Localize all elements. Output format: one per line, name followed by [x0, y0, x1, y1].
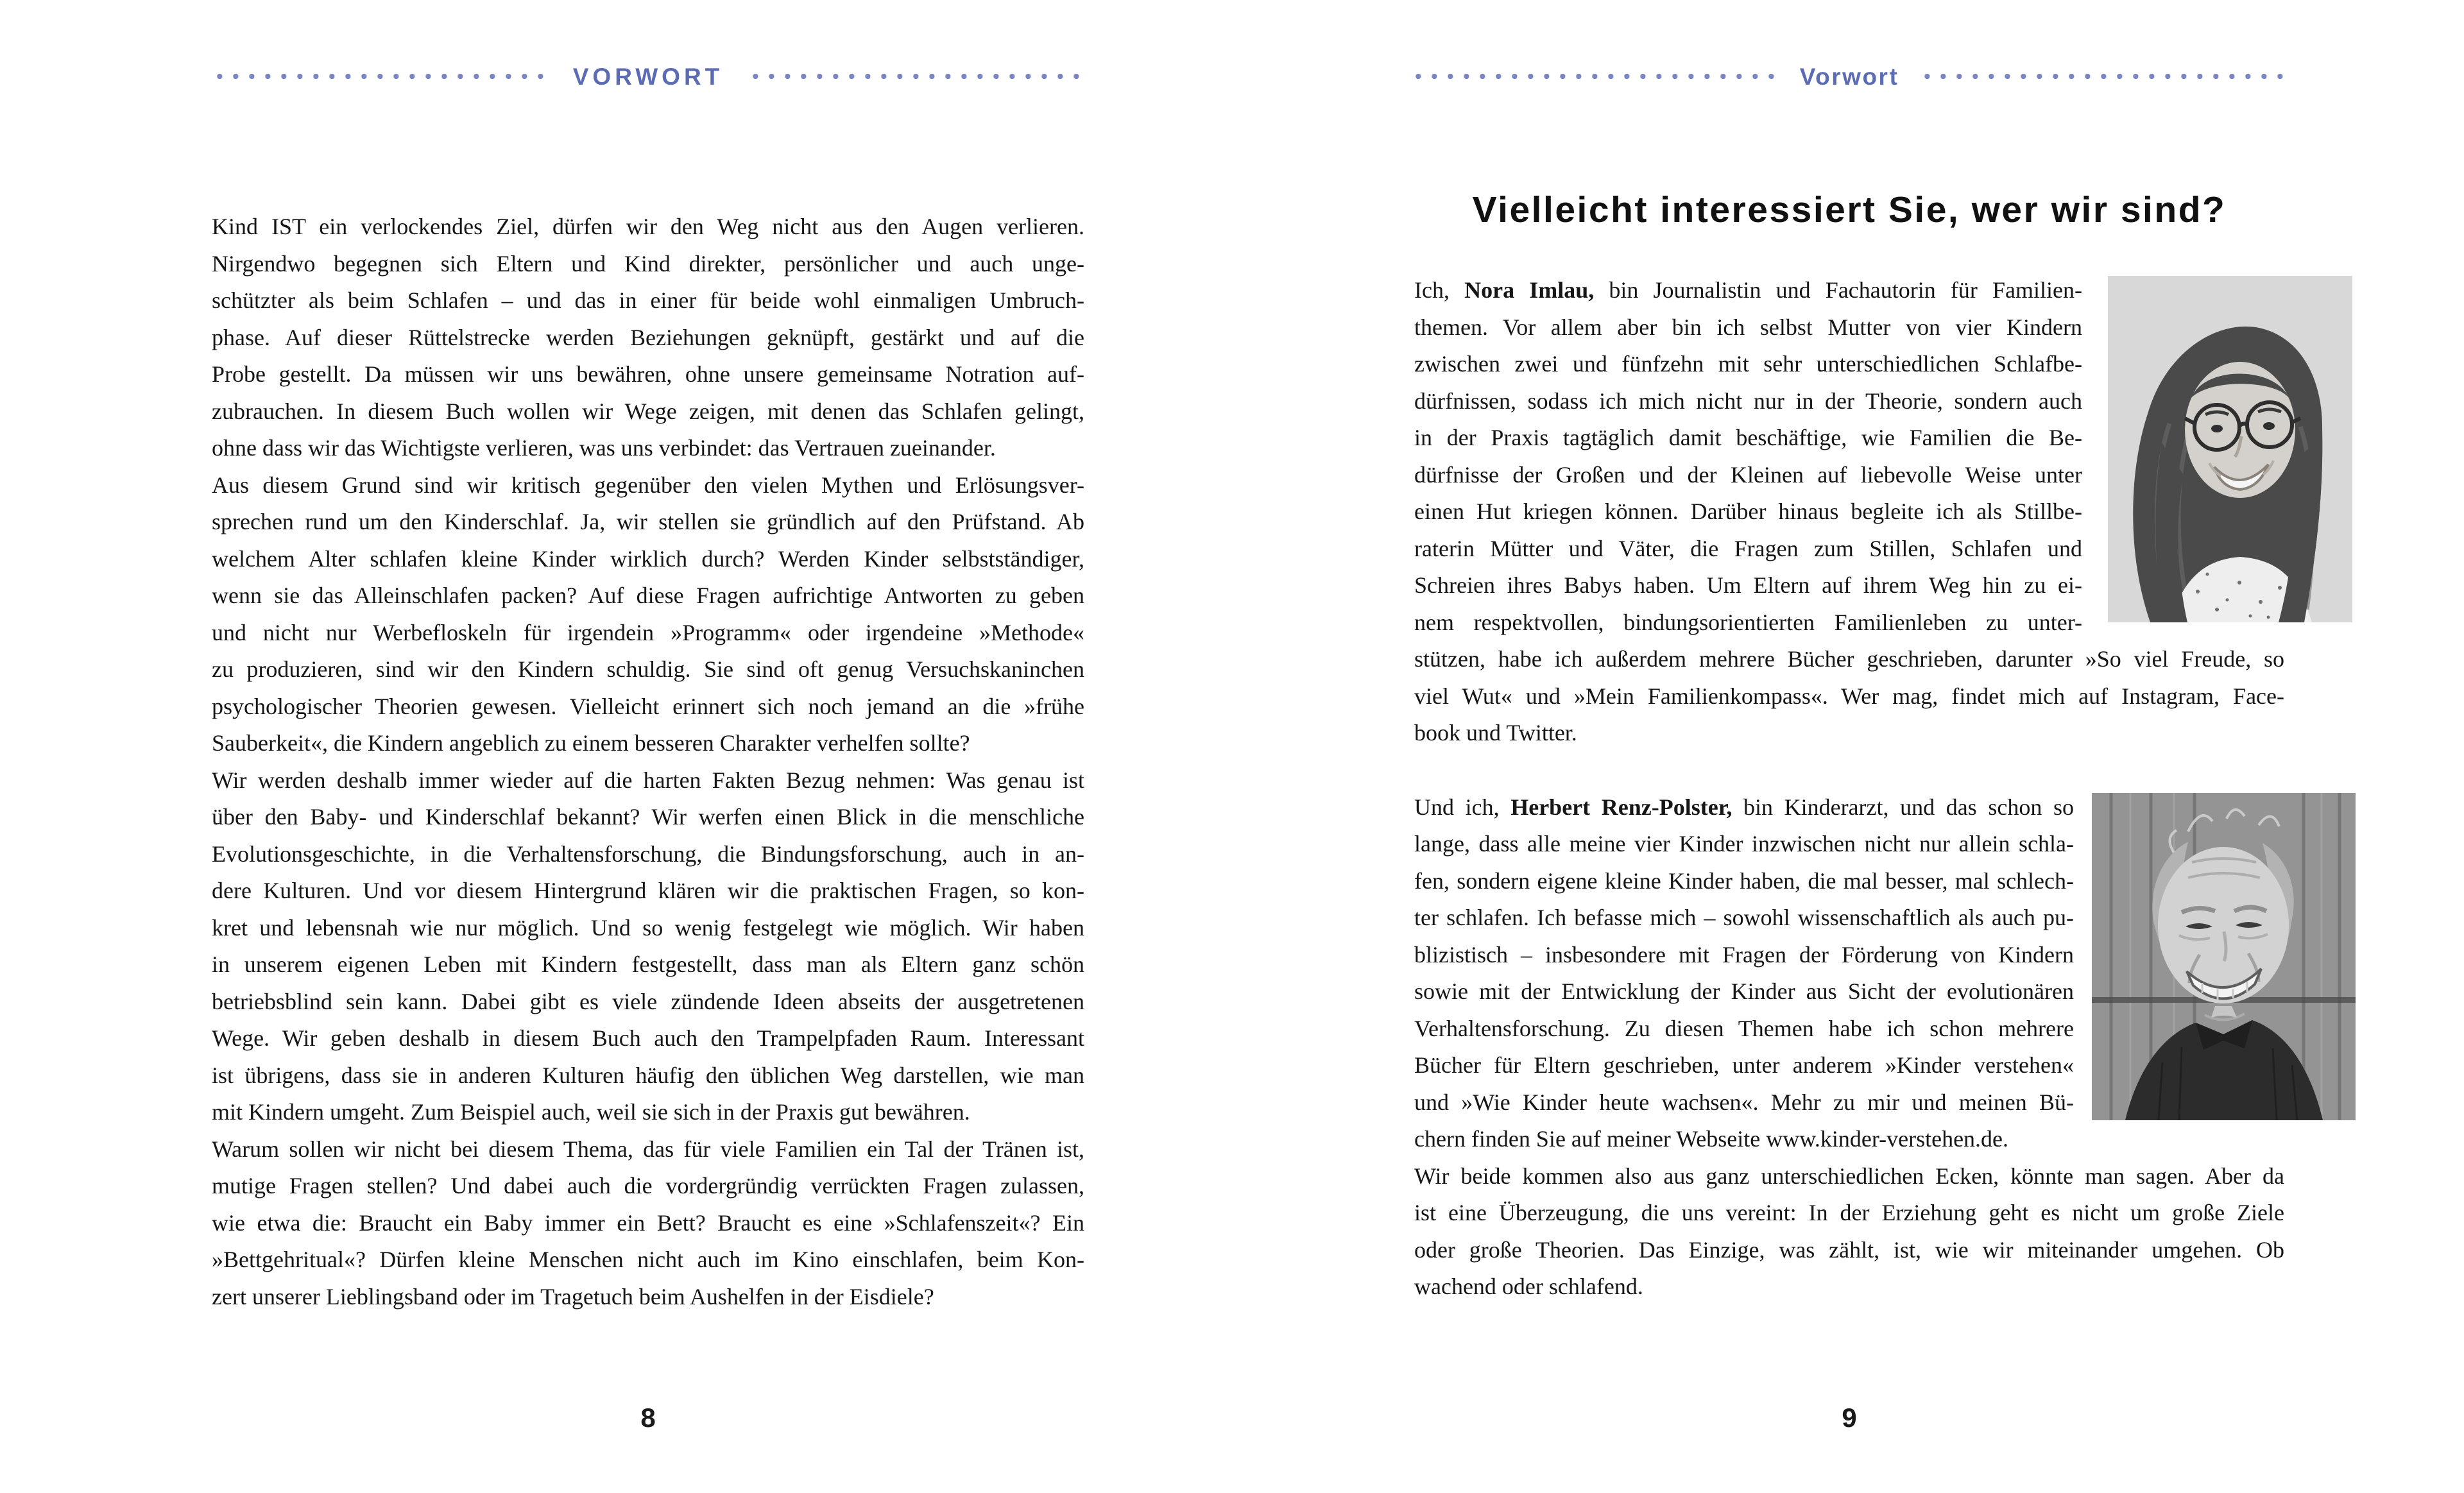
text-line: mit Kindern umgeht. Zum Beispiel auch, weil sie sich in der Praxis gut bewähren. — [212, 1099, 970, 1125]
text-line: schützter als beim Schlafen – und das in einer für beide wohl einmaligen Umbruch- — [212, 287, 1084, 313]
author-bio-nora — [1414, 272, 2284, 752]
text-line: book und Twitter. — [1414, 720, 1577, 746]
paragraph — [212, 762, 1084, 1131]
text-line: Wir werden deshalb immer wieder auf die harten Fakten Bezug nehmen: Was genau ist — [212, 767, 1084, 793]
chapter-heading: Vielleicht interessiert Sie, wer wir sind? — [1472, 189, 2227, 230]
text-line: ist übrigens, dass sie in anderen Kulturen häufig den üblichen Weg darstellen, wie man — [212, 1062, 1084, 1088]
text-line: Evolutionsgeschichte, in die Verhaltensforschung, die Bindungsforschung, auch in an- — [212, 840, 1084, 867]
body-text-left — [212, 209, 1084, 1315]
text-line: lange, dass alle meine vier Kinder inzwischen nicht nur allein schla- — [1414, 831, 2074, 857]
running-head-right — [1414, 62, 2284, 91]
running-head-left — [212, 62, 1084, 91]
dotted-rule-right — [748, 73, 1084, 80]
text-line: oder große Theorien. Das Einzige, was zählt, ist, wie wir miteinander umgehen. Ob — [1414, 1236, 2284, 1263]
page-number-right: 9 — [1842, 1403, 1857, 1433]
dotted-rule-left — [1414, 73, 1775, 80]
text-line: dere Kulturen. Und vor diesem Hintergrund klären wir die praktischen Fragen, so kon- — [212, 878, 1084, 903]
text-line: zert unserer Lieblingsband oder im Tragetuch beim Aushelfen in der Eisdiele? — [212, 1283, 934, 1310]
text-line: kret und lebensnah wie nur möglich. Und so wenig festgelegt wie möglich. Wir haben — [212, 914, 1084, 941]
text-line: und »Wie Kinder heute wachsen«. Mehr zu mir und meinen Bü- — [1414, 1089, 2074, 1115]
text-line: Wir beide kommen also aus ganz unterschiedlichen Ecken, könnte man sagen. Aber da — [1414, 1163, 2284, 1189]
text-line: Wege. Wir geben deshalb in diesem Buch auch den Trampelpfaden Raum. Interessant — [212, 1025, 1084, 1051]
paragraph — [212, 209, 1084, 467]
text-line: »Bettgehritual«? Dürfen kleine Menschen nicht auch im Kino einschlafen, beim Kon- — [212, 1247, 1084, 1272]
text-line: in der Praxis tagtäglich damit beschäftige, wie Familien die Be- — [1414, 425, 2082, 450]
text-line: Und ich, Herbert Renz-Polster, bin Kinderarzt, und das schon so — [1414, 794, 2074, 820]
text-line: in unserem eigenen Leben mit Kindern festgestellt, dass man als Eltern ganz schön — [212, 951, 1084, 977]
text-line: einen Hut kriegen können. Darüber hinaus begleite ich als Stillbe- — [1414, 499, 2082, 524]
dotted-rule-right — [1923, 73, 2284, 80]
text-line: über den Baby- und Kinderschlaf bekannt? Wir werfen einen Blick in die menschliche — [212, 804, 1084, 830]
text-line: fen, sondern eigene kleine Kinder haben, die mal besser, mal schlech- — [1414, 867, 2074, 894]
text-line: wenn sie das Alleinschlafen packen? Auf diese Fragen aufrichtige Antworten zu geben — [212, 583, 1084, 608]
text-line: ist eine Überzeugung, die uns vereint: In der Erziehung geht es nicht um große Ziele — [1414, 1200, 2284, 1225]
text-line: dürfnisse der Großen und der Kleinen auf liebevolle Weise unter — [1414, 461, 2082, 488]
text-line: zubrauchen. In diesem Buch wollen wir Wege zeigen, mit denen das Schlafen gelingt, — [212, 398, 1084, 424]
text-line: phase. Auf dieser Rüttelstrecke werden Beziehungen geknüpft, gestärkt und auf die — [212, 324, 1084, 350]
text-line: dürfnissen, sodass ich mich nicht nur in der Theorie, sondern auch — [1414, 388, 2082, 414]
running-head-label: VORWORT — [572, 63, 724, 90]
text-line: viel Wut« und »Mein Familienkompass«. Wer mag, findet mich auf Instagram, Face- — [1414, 683, 2284, 709]
text-line: wie etwa die: Braucht ein Baby immer ein Bett? Braucht es eine »Schlafenszeit«? Ein — [212, 1209, 1084, 1236]
text-line: und nicht nur Werbefloskeln für irgendein »Programm« oder irgendeine »Methode« — [212, 619, 1084, 645]
text-line: sowie mit der Entwicklung der Kinder aus Sicht der evolutionären — [1414, 978, 2074, 1004]
text-line: Probe gestellt. Da müssen wir uns bewähren, ohne unsere gemeinsame Notration auf- — [212, 361, 1084, 387]
text-line: ter schlafen. Ich befasse mich – sowohl wissenschaftlich als auch pu- — [1414, 905, 2074, 930]
text-line: blizistisch – insbesondere mit Fragen der Förderung von Kindern — [1414, 941, 2074, 968]
text-line: Kind IST ein verlockendes Ziel, dürfen wir den Weg nicht aus den Augen verlieren. — [212, 214, 1084, 239]
text-line: Schreien ihres Babys haben. Um Eltern auf ihrem Weg hin zu ei- — [1414, 572, 2082, 598]
text-line: chern finden Sie auf meiner Webseite www.kinder-verstehen.de. — [1414, 1126, 2009, 1152]
portrait-photo-nora-imlau — [2108, 276, 2352, 622]
text-line: welchem Alter schlafen kleine Kinder wirklich durch? Werden Kinder selbstständiger, — [212, 545, 1084, 572]
page-number-left: 8 — [640, 1403, 656, 1433]
dotted-rule-left — [212, 73, 549, 80]
page-right — [1232, 0, 2464, 1493]
portrait-photo-herbert-renz-polster — [2092, 793, 2356, 1120]
paragraph — [212, 1131, 1084, 1316]
body-text-right — [1414, 272, 2284, 1306]
text-line: Verhaltensforschung. Zu diesen Themen habe ich schon mehrere — [1414, 1015, 2074, 1041]
text-line: zu produzieren, sind wir den Kindern schuldig. Sie sind oft genug Versuchskaninchen — [212, 656, 1084, 682]
text-line: mutige Fragen stellen? Und dabei auch die vordergründig verrückten Fragen zulassen, — [212, 1173, 1084, 1199]
text-line: psychologischer Theorien gewesen. Vielleicht erinnert sich noch jemand an die »frühe — [212, 693, 1084, 719]
closing-paragraph — [1414, 1158, 2284, 1306]
running-head-label: Vorwort — [1799, 63, 1899, 90]
author-bio-herbert — [1414, 789, 2284, 1158]
text-line: stützen, habe ich außerdem mehrere Bücher geschrieben, darunter »So viel Freude, so — [1414, 646, 2284, 672]
text-line: sprechen rund um den Kinderschlaf. Ja, wir stellen sie gründlich auf den Prüfstand. Ab — [212, 509, 1084, 534]
text-line: ohne dass wir das Wichtigste verlieren, was uns verbindet: das Vertrauen zueinander. — [212, 435, 996, 461]
text-line: Sauberkeit«, die Kindern angeblich zu einem besseren Charakter verhelfen sollte? — [212, 730, 970, 756]
text-line: Warum sollen wir nicht bei diesem Thema, das für viele Familien ein Tal der Tränen ist, — [212, 1136, 1084, 1162]
text-line: nem respektvollen, bindungsorientierten Familienleben zu unter- — [1414, 609, 2082, 635]
text-line: Nirgendwo begegnen sich Eltern und Kind direkter, persönlicher und auch unge- — [212, 250, 1084, 277]
paragraph — [212, 467, 1084, 762]
text-line: betriebsblind sein kann. Dabei gibt es viele zündende Ideen abseits der ausgetretenen — [212, 988, 1084, 1014]
text-line: Ich, Nora Imlau, bin Journalistin und Fachautorin für Familien- — [1414, 277, 2082, 303]
text-line: wachend oder schlafend. — [1414, 1274, 1643, 1299]
text-line: zwischen zwei und fünfzehn mit sehr unterschiedlichen Schlafbe- — [1414, 351, 2082, 377]
text-line: themen. Vor allem aber bin ich selbst Mutter von vier Kindern — [1414, 314, 2082, 340]
text-line: raterin Mütter und Väter, die Fragen zum Stillen, Schlafen und — [1414, 535, 2082, 561]
text-line: Aus diesem Grund sind wir kritisch gegenüber den vielen Mythen und Erlösungsver- — [212, 472, 1084, 498]
text-line: Bücher für Eltern geschrieben, unter anderem »Kinder verstehen« — [1414, 1052, 2074, 1078]
